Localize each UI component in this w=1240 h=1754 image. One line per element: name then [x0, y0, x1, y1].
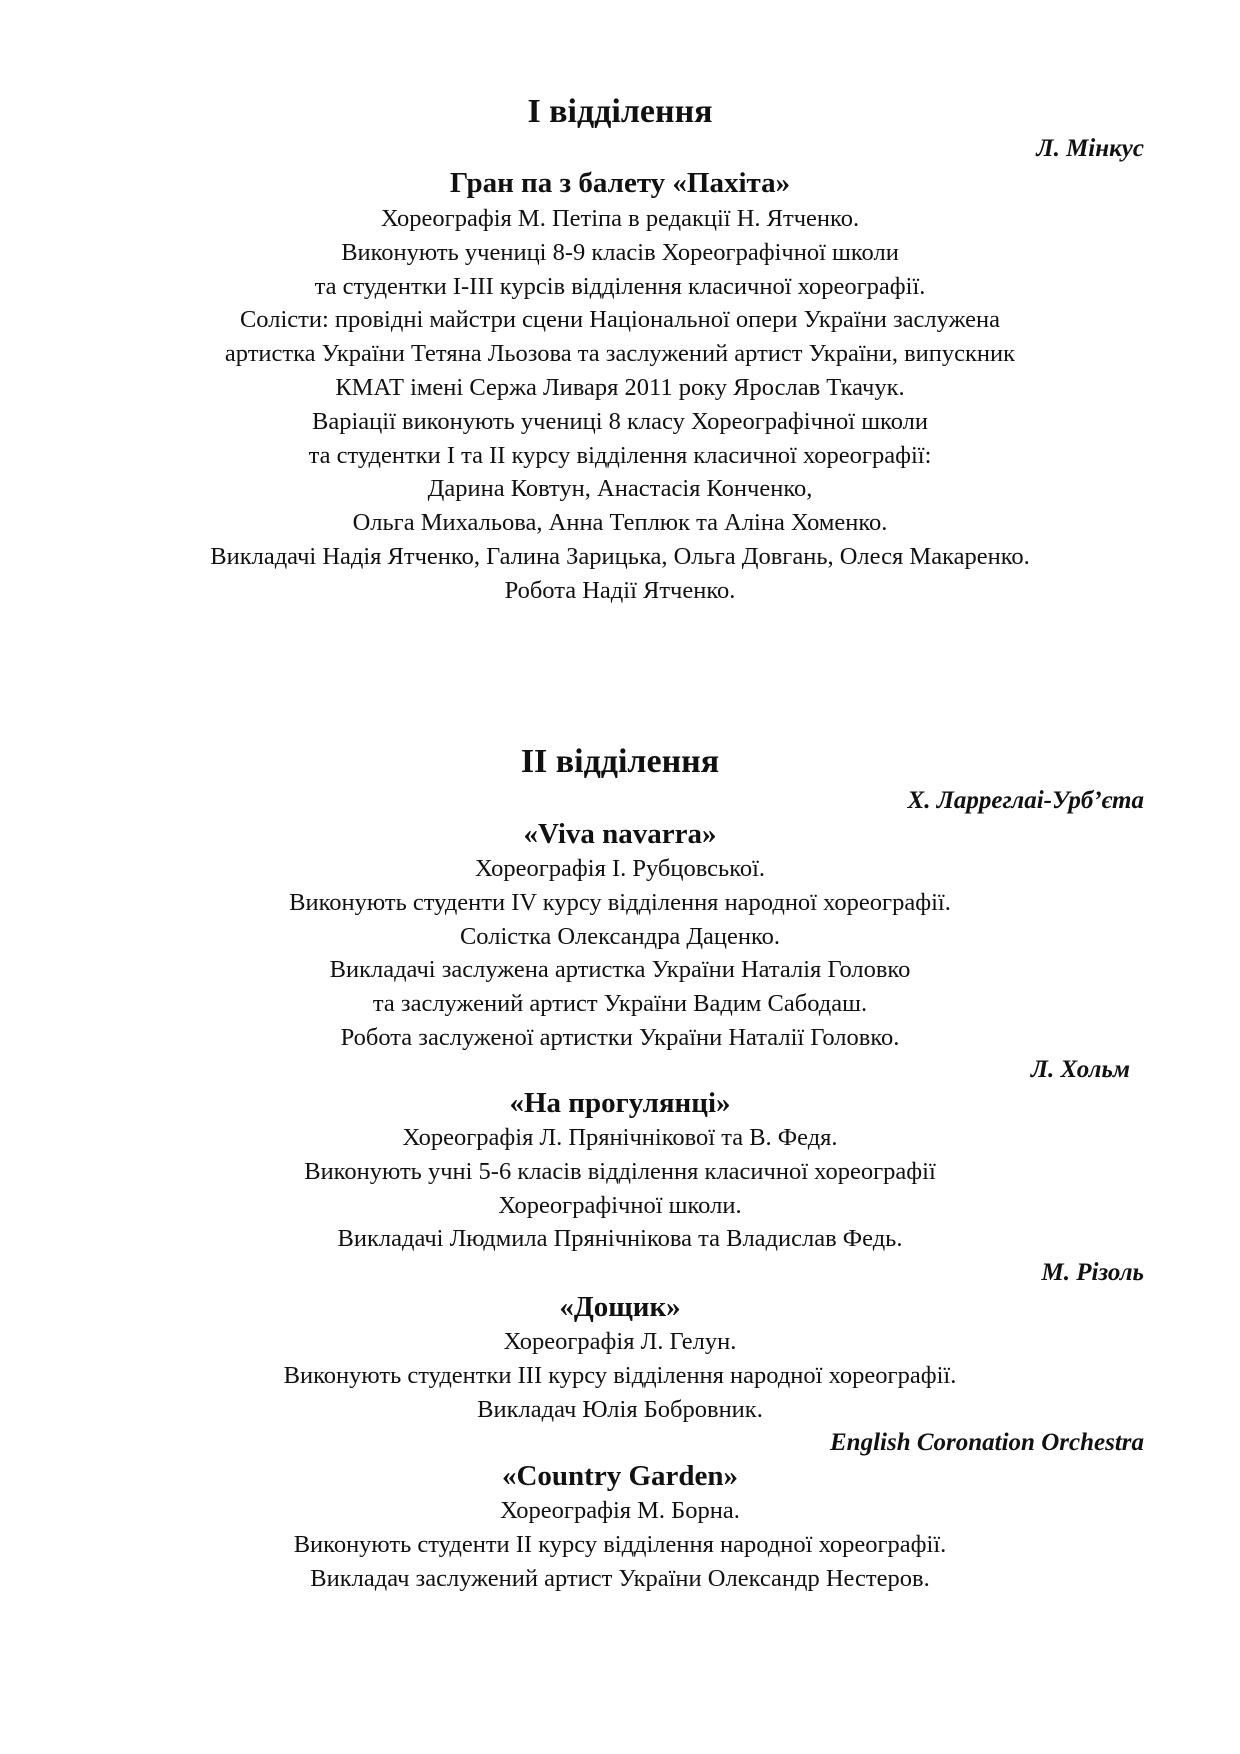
- detail-line: Хореографічної школи.: [498, 1191, 742, 1219]
- composer-english-coronation-orchestra: English Coronation Orchestra: [830, 1429, 1144, 1456]
- composer-rizol: М. Різоль: [1041, 1259, 1144, 1286]
- detail-line: Викладачі Надія Ятченко, Галина Зарицька, Ольга Довгань, Олеся Макаренко.: [210, 542, 1030, 570]
- piece-details-pakhita: [0, 202, 1240, 608]
- detail-line: Солістка Олександра Даценко.: [459, 922, 781, 950]
- detail-line: Викладачі Людмила Прянічнікова та Владислав Федь.: [337, 1225, 903, 1253]
- piece-title-na-prohulyantsi: «На прогулянці»: [509, 1087, 731, 1119]
- piece-title-pakhita: Гран па з балету «Пахіта»: [449, 167, 791, 199]
- detail-line: Ольга Михальова, Анна Теплюк та Аліна Хоменко.: [352, 509, 888, 537]
- detail-line: Робота Надії Ятченко.: [504, 576, 736, 604]
- detail-line: Варіації виконують учениці 8 класу Хореографічної школи: [312, 407, 928, 435]
- composer-larreglai: Х. Ларреглаі-Урб’єта: [907, 787, 1144, 814]
- piece-details-doshchyk: [0, 1325, 1240, 1426]
- detail-line: Хореографія М. Борна.: [500, 1497, 740, 1524]
- detail-line: Хореографія Л. Прянічнікової та В. Федя.: [402, 1124, 838, 1151]
- detail-line: Виконують студентки III курсу відділення народної хореографії.: [283, 1361, 957, 1389]
- part1-heading: I відділення: [527, 93, 713, 130]
- detail-line: та студентки I-III курсів відділення класичної хореографії.: [314, 272, 926, 300]
- detail-line: Виконують учениці 8-9 класів Хореографічної школи: [341, 238, 899, 266]
- piece-title-country-garden: «Country Garden»: [501, 1460, 739, 1492]
- piece-details-viva-navarra: [0, 852, 1240, 1055]
- detail-line: Виконують студенти IV курсу відділення народної хореографії.: [289, 888, 951, 916]
- detail-line: Викладач заслужений артист України Олександр Нестеров.: [310, 1564, 930, 1592]
- piece-details-country-garden: [0, 1494, 1240, 1595]
- detail-line: Хореографія І. Рубцовської.: [474, 855, 766, 882]
- piece-title-viva-navarra: «Viva navarra»: [523, 818, 717, 850]
- detail-line: Викладач Юлія Бобровник.: [477, 1395, 763, 1423]
- detail-line: Виконують студенти II курсу відділення народної хореографії.: [293, 1530, 947, 1558]
- detail-line: Виконують учні 5-6 класів відділення класичної хореографії: [304, 1157, 936, 1185]
- part2-heading: II відділення: [520, 743, 720, 780]
- detail-line: Викладачі заслужена артистка України Наталія Головко: [329, 956, 911, 984]
- composer-minkus: Л. Мінкус: [1036, 135, 1144, 162]
- detail-line: та заслужений артист України Вадим Сабодаш.: [372, 990, 868, 1018]
- detail-line: артистка України Тетяна Льозова та заслужений артист України, випускник: [224, 340, 1016, 368]
- detail-line: Солісти: провідні майстри сцени Національної опери України заслужена: [239, 306, 1001, 334]
- detail-line: та студентки I та II курсу відділення класичної хореографії:: [308, 441, 932, 469]
- detail-line: Робота заслуженої артистки України Наталії Головко.: [340, 1023, 900, 1051]
- piece-title-doshchyk: «Дощик»: [559, 1291, 681, 1323]
- detail-line: Дарина Ковтун, Анастасія Конченко,: [427, 475, 813, 503]
- piece-details-na-prohulyantsi: [0, 1121, 1240, 1256]
- detail-line: Хореографія М. Петіпа в редакції Н. Ятченко.: [380, 205, 860, 232]
- detail-line: Хореографія Л. Гелун.: [503, 1328, 737, 1355]
- composer-kholm: Л. Хольм: [1030, 1056, 1130, 1083]
- detail-line: КМАТ імені Сержа Ливаря 2011 року Ярослав Ткачук.: [335, 373, 905, 401]
